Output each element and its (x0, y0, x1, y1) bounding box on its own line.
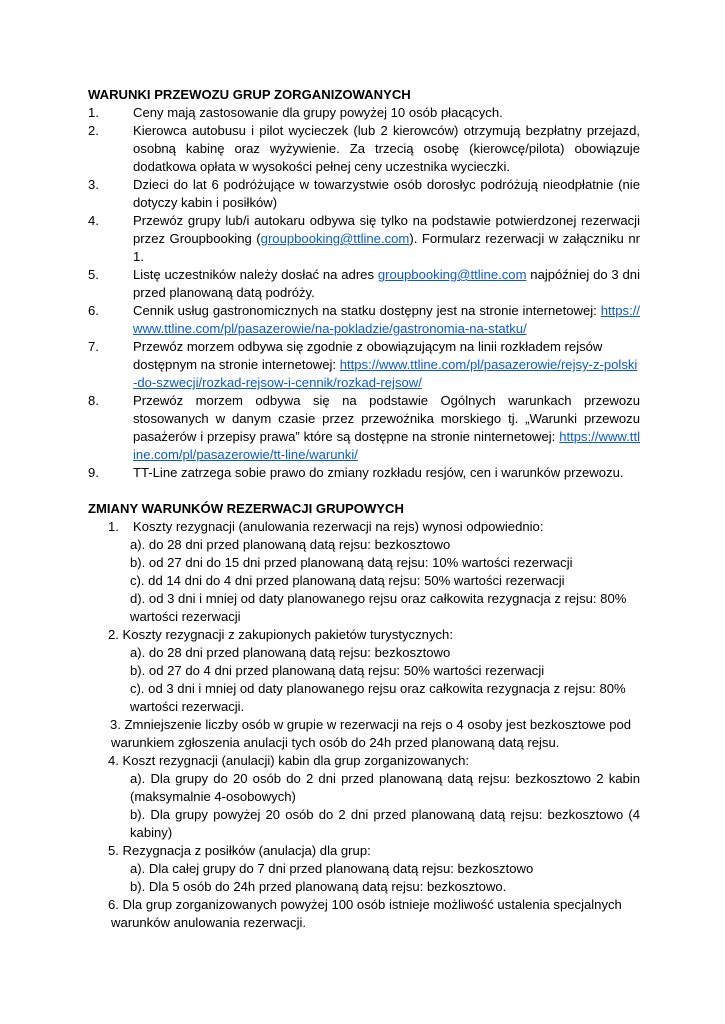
list-item (88, 266, 640, 302)
list-item (88, 464, 640, 482)
item-text-before: Przewóz grupy lub/i autokaru odbywa się tylko na podstawie potwierdzonej rezerwacji przez Groupbooking ( (133, 213, 640, 246)
list-item (88, 104, 640, 122)
item-text (133, 392, 640, 464)
item-text-before: Cennik usług gastronomicznych na statku dostępny jest na stronie internetowej: (133, 303, 601, 318)
sub-item: a). Dla grupy do 20 osób do 2 dni przed planowaną datą rejsu: bezkosztowo 2 kabin (maksymalnie 4-osobowych) (130, 771, 640, 804)
schedule-link[interactable]: https://www.ttline.com/pl/pasazerowie/rejsy-z-polski-do-szwecji/rozkad-rejsow-i-cennik/rozkad-rejsow/ (133, 357, 638, 390)
item-text (133, 302, 640, 338)
list-item (88, 212, 640, 266)
item-text: Dzieci do lat 6 podróżujące w towarzystwie osób dorosłyc podróżują nieodpłatnie (nie dotyczy kabin i posiłków) (133, 177, 640, 210)
list-item-continuation: warunków anulowania rezerwacji. (111, 915, 307, 930)
item-text: TT-Line zatrzega sobie prawo do zmiany rozkładu resjów, cen i warunków przewozu. (133, 465, 624, 480)
item-text-before: Przewóz morzem odbywa się zgodnie z obowiązującym na linii rozkładem rejsów dostępnym na stronie internetowej: (133, 339, 603, 372)
item-number: 1. (108, 519, 119, 534)
sub-item: b). od 27 dni do 15 dni przed planowaną datą rejsu: 10% wartości rezerwacji (130, 555, 573, 570)
document-page (88, 86, 640, 932)
list-item (88, 518, 640, 536)
item-number: 6. (88, 303, 99, 318)
sub-item: c). od 3 dni i mniej od daty planowanego rejsu oraz całkowita rezygnacja z rejsu: 80% wartości rezerwacji. (130, 681, 626, 714)
item-text-after: najpóźniej do 3 dni przed planowaną datą podróży. (133, 267, 640, 300)
list-item (88, 392, 640, 464)
item-text-after: ). Formularz rezerwacji w załączniku nr 1. (133, 231, 640, 264)
item-number: 1. (88, 105, 99, 120)
item-text (133, 266, 640, 302)
list-item (88, 338, 640, 392)
item-number: 4. (88, 213, 99, 228)
item-text: Koszty rezygnacji (anulowania rezerwacji na rejs) wynosi odpowiednio: (133, 519, 544, 534)
list-item (88, 302, 640, 338)
sub-item: b). Dla grupy powyżej 20 osób do 2 dni przed planowaną datą rejsu: bezkosztowo (4 kabiny) (130, 807, 640, 840)
list-item: 5. Rezygnacja z posiłków (anulacja) dla grup: (108, 843, 371, 858)
list-item: 4. Koszt rezygnacji (anulacji) kabin dla grup zorganizowanych: (108, 753, 469, 768)
list-item: 6. Dla grup zorganizowanych powyżej 100 osób istnieje możliwość ustalenia specjalnych (108, 897, 622, 912)
item-text-before: Przewóz morzem odbywa się na podstawie Ogólnych warunkach przewozu stosowanych w danym czasie przez przewoźnika morskiego tj. „Warunki przewozu pasażerów i przepisy prawa” które są dostępne na stronie ninternetowej: (133, 393, 640, 444)
item-number: 3. (88, 177, 99, 192)
sub-item: a). do 28 dni przed planowaną datą rejsu: bezkosztowo (130, 645, 451, 660)
list-item (88, 176, 640, 212)
item-text: Ceny mają zastosowanie dla grupy powyżej 10 osób płacących. (133, 105, 503, 120)
item-text: Kierowca autobusu i pilot wycieczek (lub 2 kierowców) otrzymują bezpłatny przejazd, osobną kabinę oraz wyżywienie. Za trzecią osobę (kierowcę/pilota) obowiązuje dodatkowa opłata w wysokości pełnej ceny uczestnika wycieczki. (133, 123, 640, 174)
item-number: 8. (88, 393, 99, 408)
sub-item: c). dd 14 dni do 4 dni przed planowaną datą rejsu: 50% wartości rezerwacji (130, 573, 565, 588)
list-item (88, 122, 640, 176)
sub-item: b). Dla 5 osób do 24h przed planowaną datą rejsu: bezkosztowo. (130, 879, 507, 894)
item-number: 7. (88, 339, 99, 354)
sub-item: a). do 28 dni przed planowaną datą rejsu: bezkosztowo (130, 537, 451, 552)
terms-link[interactable]: https://www.ttline.com/pl/pasazerowie/tt-line/warunki/ (133, 429, 640, 462)
item-number: 9. (88, 465, 99, 480)
section-title-booking-changes: ZMIANY WARUNKÓW REZERWACJI GRUPOWYCH (88, 501, 404, 516)
item-text (133, 212, 640, 266)
sub-item: b). od 27 do 4 dni przed planowaną datą rejsu: 50% wartości rezerwacji (130, 663, 545, 678)
email-link[interactable]: groupbooking@ttline.com (260, 231, 410, 246)
item-number: 2. (88, 123, 99, 138)
item-text (133, 338, 640, 392)
list-item: 3. Zmniejszenie liczby osób w grupie w rezerwacji na rejs o 4 osoby jest bezkosztowe pod (110, 717, 632, 732)
item-text-before: Listę uczestników należy dosłać na adres (133, 267, 378, 282)
email-link[interactable]: groupbooking@ttline.com (377, 267, 527, 282)
gastronomy-link[interactable]: https://www.ttline.com/pl/pasazerowie/na-pokladzie/gastronomia-na-statku/ (133, 303, 640, 336)
sub-item: d). od 3 dni i mniej od daty planowanego rejsu oraz całkowita rezygnacja z rejsu: 80% wartości rezerwacji (130, 591, 627, 624)
item-number: 5. (88, 267, 99, 282)
list-item-continuation: warunkiem zgłoszenia anulacji tych osób do 24h przed planowaną datą rejsu. (111, 735, 560, 750)
sub-item: a). Dla całej grupy do 7 dni przed planowaną datą rejsu: bezkosztowo (130, 861, 534, 876)
section-title-transport-conditions: WARUNKI PRZEWOZU GRUP ZORGANIZOWANYCH (88, 87, 411, 102)
list-item: 2. Koszty rezygnacji z zakupionych pakietów turystycznych: (108, 627, 453, 642)
